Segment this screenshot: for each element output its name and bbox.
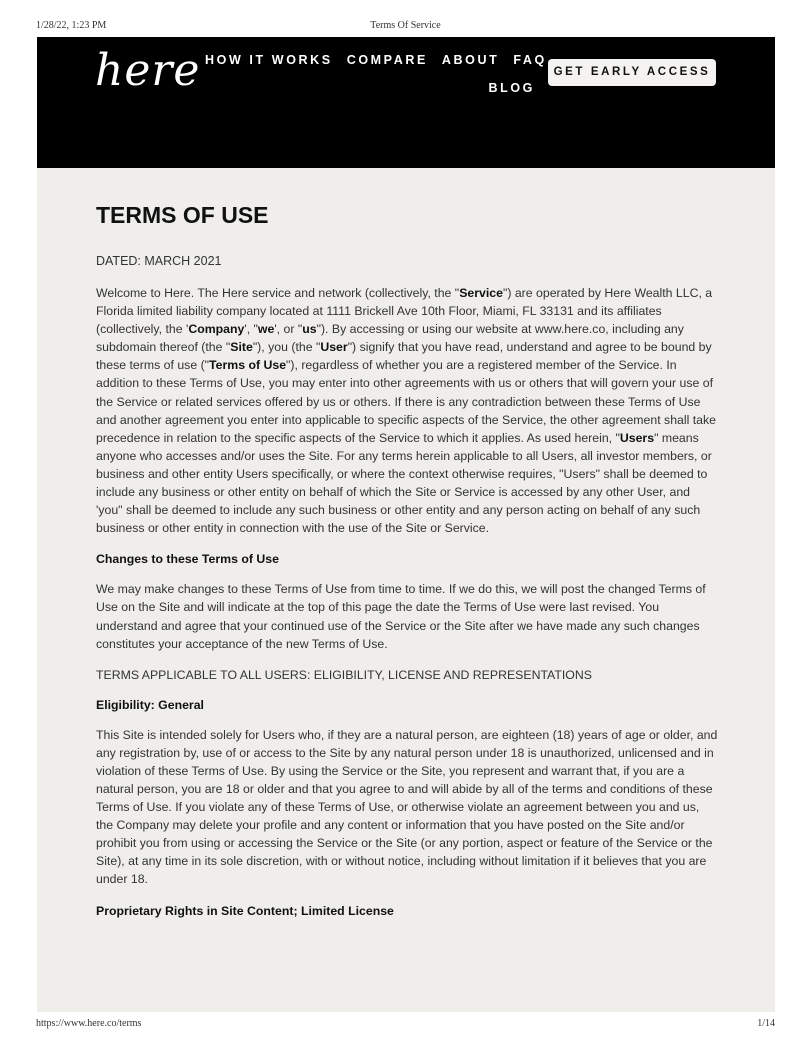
here-logo[interactable]: here bbox=[95, 45, 201, 96]
print-url: https://www.here.co/terms bbox=[36, 1018, 142, 1029]
nav-faq[interactable]: FAQ bbox=[513, 53, 547, 67]
main-nav bbox=[205, 53, 547, 95]
nav-row-primary bbox=[205, 53, 547, 67]
eligibility-paragraph: This Site is intended solely for Users who, if they are a natural person, are eighteen (18) years of age or older, and any registration by, use of or access to the Site by any natural person under 18 is unauthorized, unlicensed and in violation of these Terms of Use. By using the Service or the Site, you represent and warrant that, if you are a natural person, you are 18 or older and that you agree to and will abide by all of the terms and conditions of these Terms of Use. If you violate any of these Terms of Use, or otherwise violate an agreement between you and us, the Company may delete your profile and any content or information that you have posted on the Site and/or prohibit you from using or accessing the Service or the Site (or any portion, aspect or feature of the Service or the Site), at any time in its sole discretion, with or without notice, including without limitation if it believes that you are under 18. bbox=[96, 727, 718, 887]
print-header bbox=[36, 20, 775, 34]
intro-paragraph: Welcome to Here. The Here service and network (collectively, the "Service") are operated by Here Wealth LLC, a Florida limited liability company located at 1111 Brickell Ave 10th Floor, Miami, FL 33131 and its affiliates (collectively, the 'Company', "we', or "us"). By accessing or using our website at www.here.co, including any subdomain thereof (the "Site"), you (the "User") signify that you have read, understand and agree to be bound by these terms of use ("Terms of Use"), regardless of whether you are a registered member of the Service. In addition to these Terms of Use, you may enter into other agreements with us or others that will govern your use of the Service or related services offered by us or others. If there is any contradiction between these Terms of Use and another agreement you enter into applicable to specific aspects of the Service, the other agreement shall take precedence in relation to the specific aspects of the Service to which it applies. As used herein, "Users" means anyone who accesses and/or uses the Site. For any terms herein applicable to all Users, all investor members, or business and other entity Users specifically, or where the context otherwise requires, "Users" shall be deemed to include any business or other entity on behalf of which the Site or Service is accessed by any other User, and 'you" shall be deemed to include any such business or other entity and any person acting on behalf of any such business or other entity in connection with the use of the Site or Service. bbox=[96, 286, 717, 536]
proprietary-heading: Proprietary Rights in Site Content; Limited License bbox=[96, 903, 394, 918]
print-footer bbox=[36, 1018, 775, 1032]
changes-heading: Changes to these Terms of Use bbox=[96, 552, 279, 567]
get-early-access-button[interactable]: GET EARLY ACCESS bbox=[548, 59, 716, 86]
print-page-number: 1/14 bbox=[757, 1018, 775, 1029]
print-doc-title: Terms Of Service bbox=[370, 20, 441, 31]
terms-content bbox=[37, 168, 775, 1012]
nav-row-secondary bbox=[488, 79, 535, 97]
nav-blog[interactable]: BLOG bbox=[488, 81, 535, 95]
page-title: TERMS OF USE bbox=[96, 202, 269, 228]
site-header bbox=[37, 37, 775, 168]
eligibility-heading: Eligibility: General bbox=[96, 697, 204, 712]
changes-paragraph: We may make changes to these Terms of Use from time to time. If we do this, we will post the changed Terms of Use on the Site and will indicate at the top of this page the date the Terms of Use were last revised. You understand and agree that your continued use of the Service or the Site after we have made any such changes constitutes your acceptance of the new Terms of Use. bbox=[96, 582, 706, 651]
nav-compare[interactable]: COMPARE bbox=[346, 53, 428, 67]
terms-applicable-heading: TERMS APPLICABLE TO ALL USERS: ELIGIBILITY, LICENSE AND REPRESENTATIONS bbox=[96, 667, 592, 682]
print-datetime: 1/28/22, 1:23 PM bbox=[36, 20, 107, 31]
dated-line: DATED: MARCH 2021 bbox=[96, 254, 222, 268]
nav-how-it-works[interactable]: HOW IT WORKS bbox=[205, 53, 333, 67]
terms-article bbox=[96, 202, 718, 932]
nav-about[interactable]: ABOUT bbox=[441, 53, 500, 67]
